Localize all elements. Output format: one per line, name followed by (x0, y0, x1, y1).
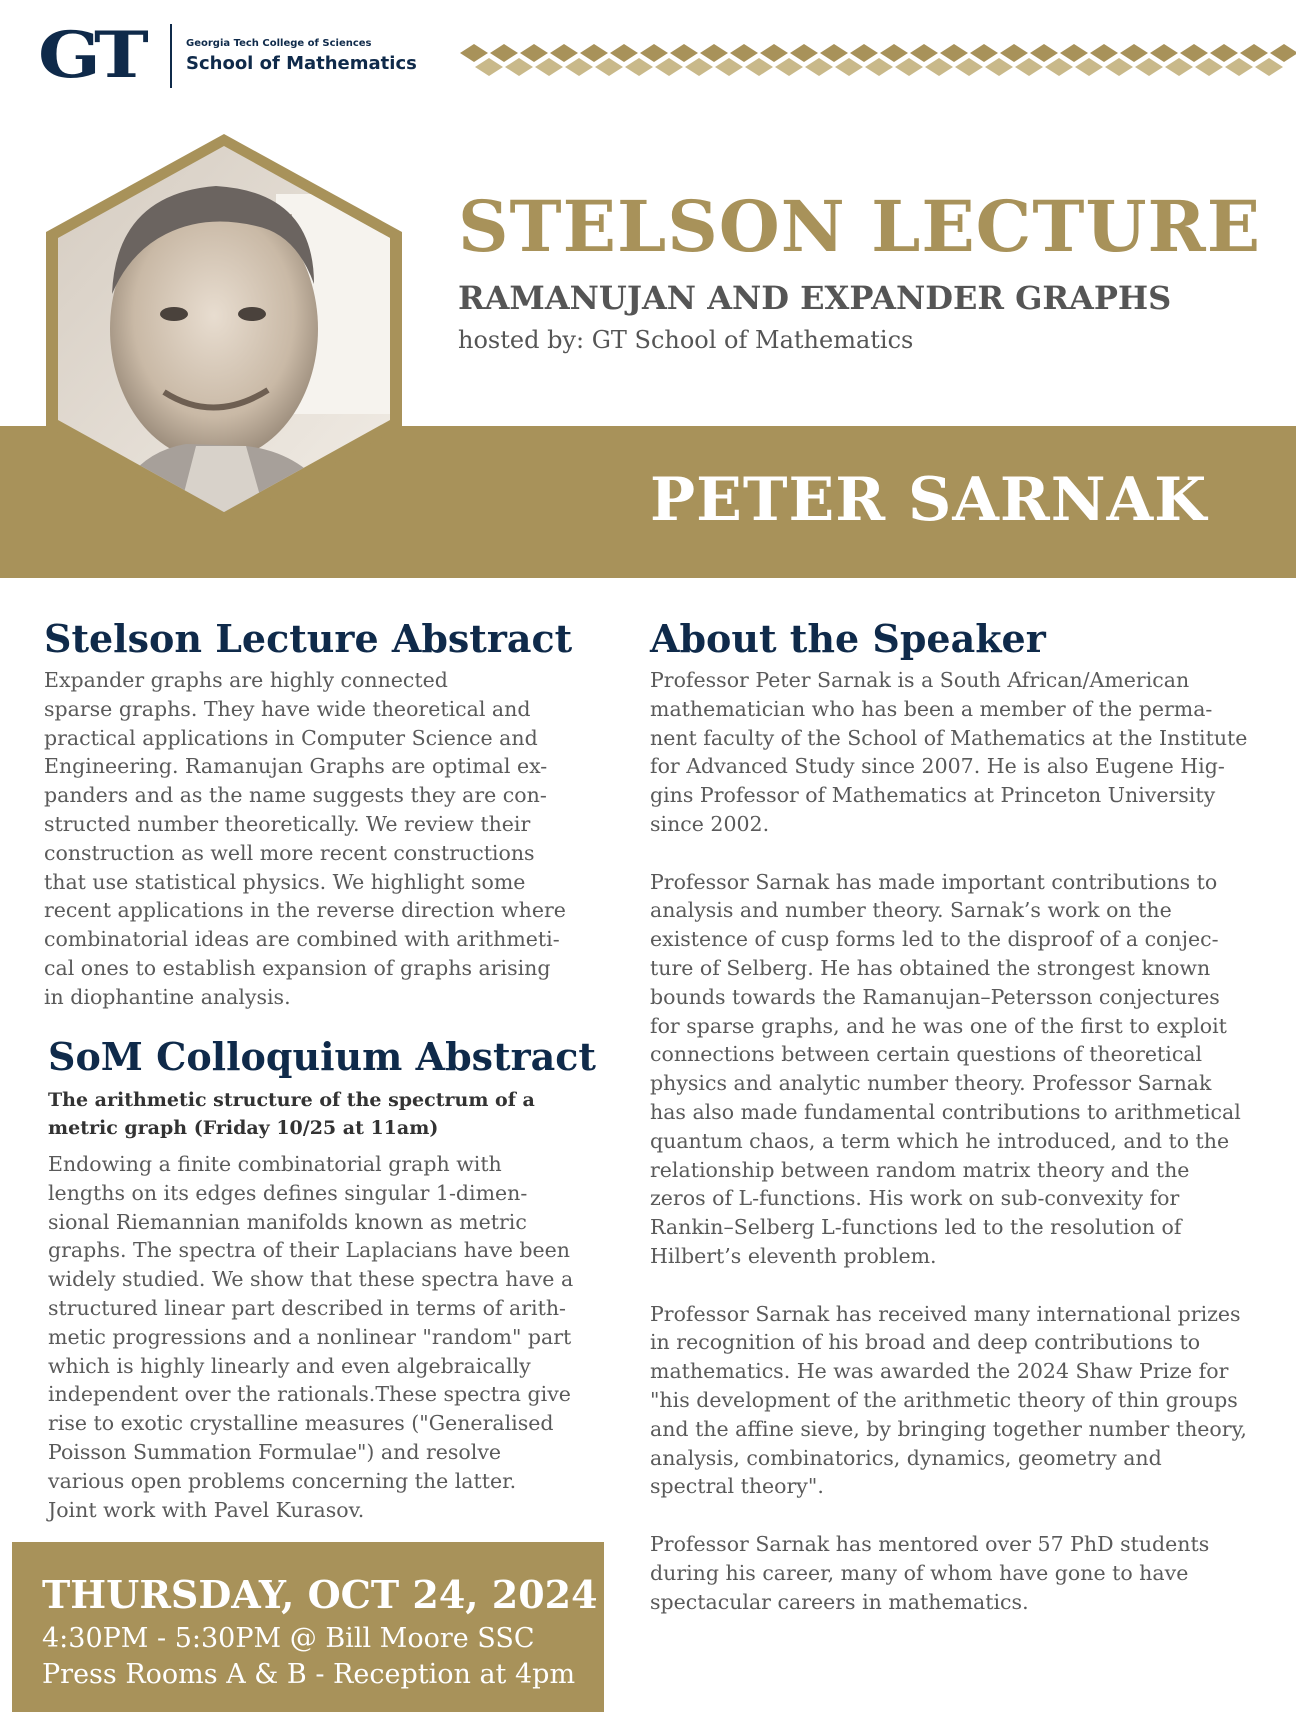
event-time-place: 4:30PM - 5:30PM @ Bill Moore SSC (42, 1623, 535, 1654)
colloquium-talk-title: The arithmetic structure of the spectrum of a metric graph (Friday 10/25 at 11am) (48, 1089, 535, 1139)
speaker-name: PETER SARNAK (650, 465, 1208, 535)
logo-text (186, 38, 417, 74)
event-title-block (458, 185, 1278, 354)
stelson-abstract-heading: Stelson Lecture Abstract (44, 616, 573, 661)
gt-logo (38, 18, 417, 93)
event-subtitle: RAMANUJAN AND EXPANDER GRAPHS (458, 279, 1172, 317)
speaker-photo (46, 134, 402, 524)
stelson-abstract-body: Expander graphs are highly connected sparse graphs. They have wide theoretical and practical applications in Computer Science and Engineering. Ramanujan Graphs are optimal ex- panders and as the name suggests they are con- structed number theoretically. We review their construction as well more recent constructions that use statistical physics. We highlight some recent applications in the reverse direction where combinatorial ideas are combined with arithmeti- cal ones to establish expansion of graphs arising in diophantine analysis. (44, 668, 566, 1009)
about-speaker-heading: About the Speaker (650, 616, 1046, 661)
school-name: School of Mathematics (186, 53, 417, 74)
logo-divider (170, 24, 172, 88)
event-title: STELSON LECTURE (458, 185, 1262, 268)
diamond-row-bottom (475, 58, 1283, 76)
gt-logo-mark: GT (38, 18, 142, 93)
colloquium-abstract-heading: SoM Colloquium Abstract (48, 1034, 596, 1079)
about-speaker-body: Professor Peter Sarnak is a South African/American mathematician who has been a member of the perma- nent faculty of the School of Mathematics at the Institute for Advanced Study since 2007. He is also Eugene Hig- gins Professor of Mathematics at Princeton University since 2002. Professor Sarnak has made important contributions to analysis and number theory. Sarnak’s work on the existence of cusp forms led to the disproof of a conjec- ture of Selberg. He has obtained the strongest known bounds towards the Ramanujan–Petersson conjectures for sparse graphs, and he was one of the first to exploit connections between certain questions of theoretical physics and analytic number theory. Professor Sarnak has also made fundamental contributions to arithmetical quantum chaos, a term which he introduced, and to the relationship between random matrix theory and the zeros of L-functions. His work on sub-convexity for Rankin–Selberg L-functions led to the resolution of Hilbert’s eleventh problem. Professor Sarnak has received many international prizes in recognition of his broad and deep contributions to mathematics. He was awarded the 2024 Shaw Prize for "his development of the arithmetic theory of thin groups and the affine sieve, by bringing together number theory, analysis, combinatorics, dynamics, geometry and spectral theory". Professor Sarnak has mentored over 57 PhD students during his career, many of whom have gone to have spectacular careers in mathematics. (650, 668, 1248, 1614)
colloquium-abstract-body: Endowing a finite combinatorial graph with lengths on its edges defines singular 1-dimen- sional Riemannian manifolds known as metric graphs. The spectra of their Laplacians have been widely studied. We show that these spectra have a structured linear part described in terms of arith- metic progressions and a nonlinear "random" part which is highly linearly and even algebraically independent over the rationals.These spectra give rise to exotic crystalline measures ("Generalised Poisson Summation Formulae") and resolve various open problems concerning the latter. Joint work with Pavel Kurasov. (48, 1152, 574, 1522)
event-date: THURSDAY, OCT 24, 2024 (42, 1572, 598, 1617)
event-rooms: Press Rooms A & B - Reception at 4pm (42, 1659, 576, 1690)
college-name: Georgia Tech College of Sciences (186, 38, 372, 49)
diamond-pattern (460, 40, 1296, 80)
hosted-by: hosted by: GT School of Mathematics (458, 326, 914, 354)
